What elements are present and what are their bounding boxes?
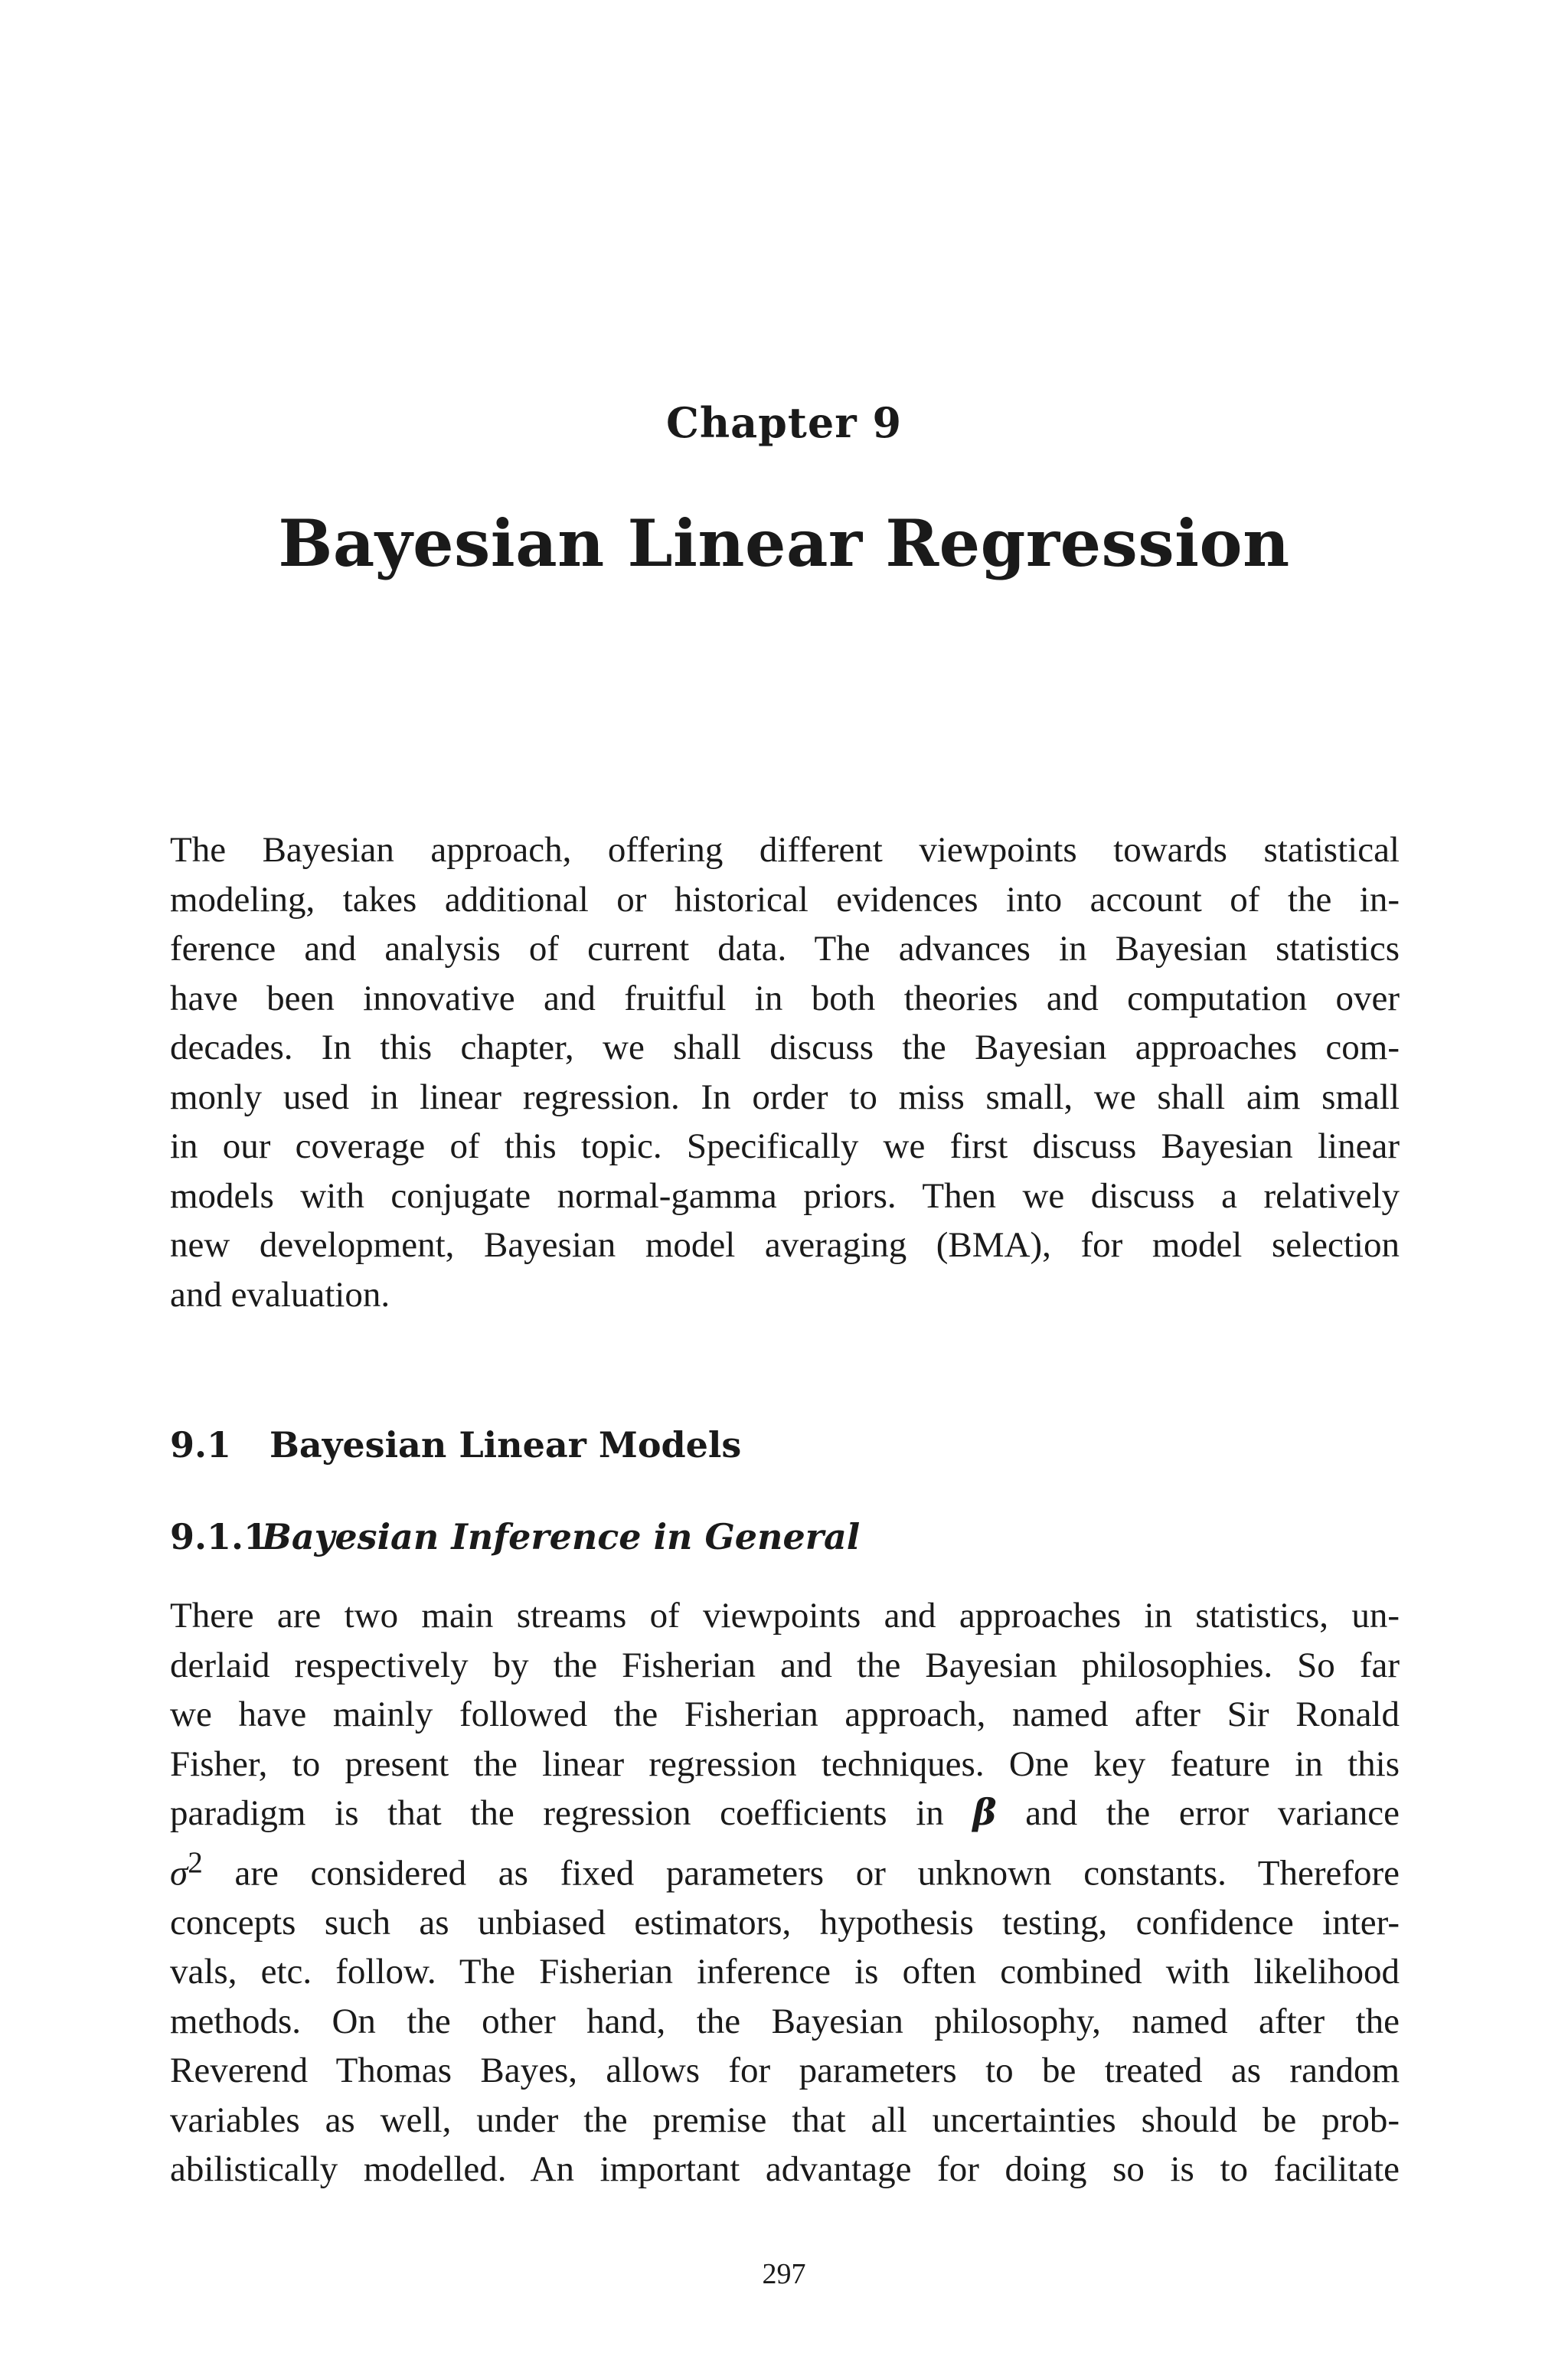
subsection-number: 9.1.1 <box>170 1516 269 1557</box>
main-line: we have mainly followed the Fisherian approach, named after Sir Ronald <box>170 1694 1400 1734</box>
subsection-title: Bayesian Inference in General <box>262 1516 861 1557</box>
subsection-heading <box>170 1516 860 1557</box>
main-line: derlaid respectively by the Fisherian and the Bayesian philosophies. So far <box>170 1645 1400 1685</box>
chapter-label: Chapter 9 <box>665 398 903 447</box>
intro-line: The Bayesian approach, offering different viewpoints towards statistical <box>170 830 1400 870</box>
main-line-sigma <box>170 1838 1400 1898</box>
intro-line: ference and analysis of current data. The advances in Bayesian statistics <box>170 929 1400 969</box>
main-line: Reverend Thomas Bayes, allows for parameters to be treated as random <box>170 2051 1400 2091</box>
intro-line: monly used in linear regression. In order to miss small, we shall aim small <box>170 1077 1400 1117</box>
intro-line: models with conjugate normal-gamma priors. Then we discuss a relatively <box>170 1175 1400 1216</box>
main-line: methods. On the other hand, the Bayesian philosophy, named after the <box>170 2001 1400 2041</box>
main-line: There are two main streams of viewpoints and approaches in statistics, un- <box>170 1596 1400 1636</box>
intro-line: modeling, takes additional or historical evidences into account of the in- <box>170 879 1400 920</box>
section-title: Bayesian Linear Models <box>270 1424 742 1466</box>
main-line: abilistically modelled. An important advantage for doing so is to facilitate <box>170 2149 1400 2190</box>
intro-paragraph <box>170 825 1400 1319</box>
beta-symbol: β <box>972 1792 997 1834</box>
section-heading <box>170 1424 741 1466</box>
intro-line: new development, Bayesian model averaging (BMA), for model selection <box>170 1225 1400 1265</box>
intro-line: in our coverage of this topic. Specifically we first discuss Bayesian linear <box>170 1126 1400 1166</box>
main-line-text: are considered as fixed parameters or unknown constants. Therefore <box>202 1853 1400 1894</box>
sigma-symbol: σ <box>170 1853 188 1894</box>
main-line: variables as well, under the premise that all uncertainties should be prob- <box>170 2100 1400 2140</box>
main-line-beta <box>170 1789 1400 1838</box>
main-line: vals, etc. follow. The Fisherian inference is often combined with likelihood <box>170 1952 1400 1992</box>
chapter-title: Bayesian Linear Regression <box>278 505 1290 581</box>
main-line-text: and the error variance <box>996 1793 1400 1833</box>
main-paragraph <box>170 1591 1400 2194</box>
main-line: Fisher, to present the linear regression techniques. One key feature in this <box>170 1743 1400 1784</box>
intro-line: decades. In this chapter, we shall discuss the Bayesian approaches com- <box>170 1028 1400 1067</box>
intro-line: and evaluation. <box>170 1274 390 1315</box>
main-line: concepts such as unbiased estimators, hypothesis testing, confidence inter- <box>170 1902 1400 1943</box>
sigma-exponent: 2 <box>188 1845 203 1879</box>
page-number: 297 <box>762 2258 806 2290</box>
intro-line: have been innovative and fruitful in both theories and computation over <box>170 978 1400 1018</box>
section-number: 9.1 <box>170 1424 232 1466</box>
main-line-text: paradigm is that the regression coefficients in <box>170 1793 973 1833</box>
